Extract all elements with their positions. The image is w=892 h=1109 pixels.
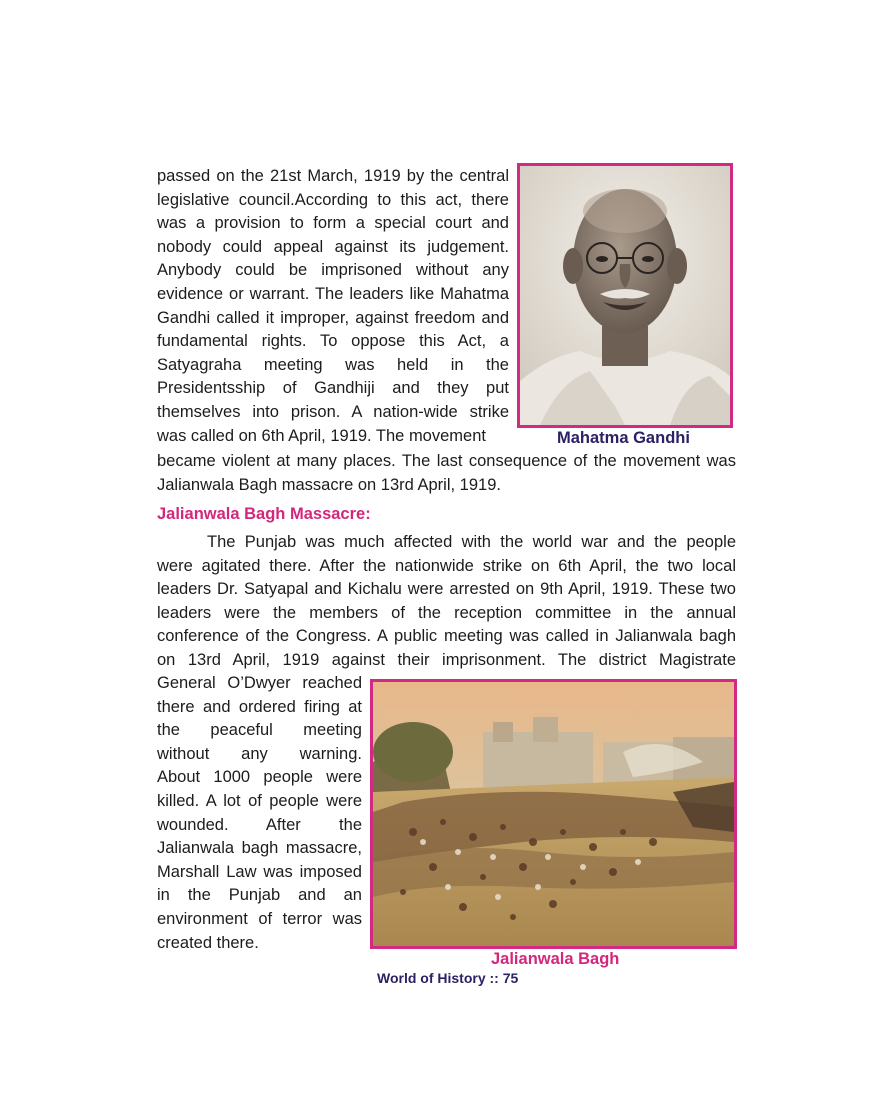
text-line: Marshall Law was imposed — [157, 862, 362, 881]
text-line: environment of terror was — [157, 909, 362, 928]
text-line: Anybody could be imprisoned without any — [157, 261, 509, 280]
bagh-caption: Jalianwala Bagh — [491, 950, 620, 968]
text-line: leaders Dr. Satyapal and Kichalu were arrested on 9th April, 1919. These two — [157, 580, 736, 599]
section-heading: Jalianwala Bagh Massacre: — [157, 505, 371, 523]
text-line: the peaceful meeting — [157, 721, 362, 740]
text-line: killed. A lot of people were — [157, 791, 362, 810]
text-line: was called on 6th April, 1919. The movement — [157, 426, 486, 445]
text-line: wounded. After the — [157, 815, 362, 834]
text-line: Jalianwala bagh massacre, — [157, 839, 362, 858]
text-line: was a provision to form a special court and — [157, 214, 509, 233]
text-line: without any warning. — [157, 744, 362, 763]
massacre-paragraph — [157, 531, 736, 673]
portrait-photo-icon — [520, 166, 730, 425]
text-line: themselves into prison. A nation-wide strike — [157, 402, 509, 421]
massacre-paragraph-continued — [157, 672, 362, 955]
page-footer: World of History :: 75 — [377, 970, 519, 986]
text-line: General O’Dwyer reached — [157, 674, 362, 692]
painting-photo-icon — [373, 682, 734, 946]
text-line: Gandhi called it improper, against freedom and — [157, 308, 509, 327]
gandhi-photo — [517, 163, 733, 428]
text-line: there and ordered firing at — [157, 697, 362, 716]
text-line: created there. — [157, 933, 259, 952]
text-line: Satyagraha meeting was held in the — [157, 355, 509, 374]
text-line: About 1000 people were — [157, 768, 362, 787]
text-line: The Punjab was much affected with the world war and the people — [207, 533, 736, 551]
text-line: conference of the Congress. A public meeting was called in Jalianwala bagh — [157, 627, 736, 646]
text-line: nobody could appeal against its judgement. — [157, 237, 509, 256]
text-line: on 13rd April, 1919 against their imprisonment. The district Magistrate — [157, 650, 736, 669]
text-line: evidence or warrant. The leaders like Mahatma — [157, 284, 509, 303]
text-line: Presidentsship of Gandhiji and they put — [157, 379, 509, 398]
text-line: became violent at many places. The last consequence of the movement was — [157, 452, 736, 470]
intro-paragraph-continued — [157, 450, 736, 497]
text-line: passed on the 21st March, 1919 by the central — [157, 167, 509, 185]
text-line: were agitated there. After the nationwide strike on 6th April, the two local — [157, 556, 736, 575]
text-line: in the Punjab and an — [157, 886, 362, 905]
text-line: leaders were the members of the reception committee in the annual — [157, 603, 736, 622]
text-line: legislative council.According to this act, there — [157, 190, 509, 209]
text-line: fundamental rights. To oppose this Act, a — [157, 332, 509, 351]
text-line: Jalianwala Bagh massacre on 13rd April, 1919. — [157, 475, 501, 494]
intro-paragraph — [157, 165, 509, 448]
jalianwala-bagh-painting — [370, 679, 737, 949]
gandhi-caption: Mahatma Gandhi — [557, 429, 690, 447]
